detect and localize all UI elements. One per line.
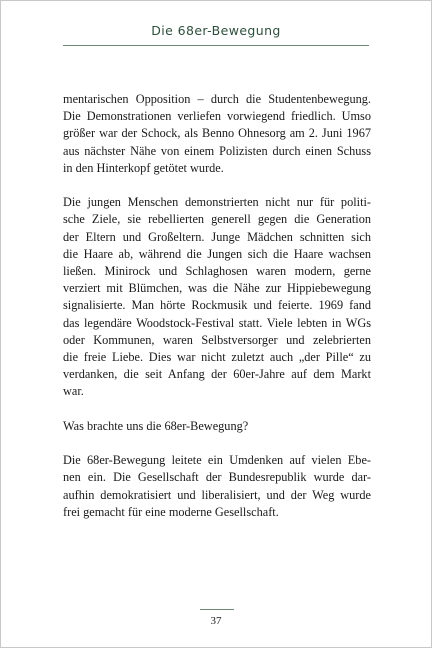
text-line: mentarischen Opposition – durch die Studentenbewegung. [63, 92, 371, 106]
text-line: aufhin demokratisiert und liberalisiert, und der Weg wurde [63, 487, 371, 502]
text-line: sche Ziele, sie rebellierten generell gegen die Generation [63, 212, 371, 227]
text-line: nen ein. Die Gesellschaft der Bundesrepublik wurde dar- [63, 470, 371, 485]
text-line: die Haare ab, während die Jungen sich die Haare wachsen [63, 246, 371, 261]
footer-divider [200, 609, 234, 610]
text-line: verdanken, die seit Anfang der 60er-Jahre auf dem Markt [63, 367, 371, 382]
text-line: aus nächster Nähe von einem Polizisten durch einen Schuss [63, 143, 371, 158]
text-line: Was brachte uns die 68er-Bewegung? [63, 418, 249, 433]
paragraph [63, 194, 371, 400]
page-number: 37 [210, 615, 222, 627]
text-line: Die jungen Menschen demonstrierten nicht nur für politi- [63, 195, 371, 210]
text-line: Die Demonstrationen verliefen vorwiegend friedlich. Umso [63, 109, 371, 124]
paragraph [63, 452, 371, 521]
text-line: der Eltern und Großeltern. Junge Mädchen schnitten sich [63, 229, 371, 244]
text-line: war. [63, 384, 84, 399]
text-line: signalisierte. Man hörte Rockmusik und feierte. 1969 fand [63, 298, 371, 313]
text-line: größer war der Schock, als Benno Ohnesorg am 2. Juni 1967 [63, 126, 371, 141]
running-head-title: Die 68er-Bewegung [151, 23, 281, 38]
text-line: frei gemacht für eine moderne Gesellschaft. [63, 504, 279, 519]
body-text [63, 91, 371, 538]
text-line: die freie Liebe. Dies war nicht zuletzt auch „der Pille“ zu [63, 350, 371, 365]
paragraph [63, 91, 371, 177]
text-line: oder Kommunen, waren Selbstversorger und zelebrierten [63, 332, 371, 347]
section-question [63, 418, 371, 435]
text-line: das legendäre Woodstock-Festival statt. Viele lebten in WGs [63, 315, 371, 330]
text-line: ließen. Minirock und Schlaghosen waren modern, gerne [63, 264, 371, 279]
text-line: in den Hinterkopf getötet wurde. [63, 160, 224, 175]
header-divider [63, 45, 369, 46]
text-line: Die 68er-Bewegung leitete ein Umdenken auf vielen Ebe- [63, 453, 371, 468]
text-line: verziert mit Blümchen, was die Nähe zur Hippiebewegung [63, 281, 371, 296]
